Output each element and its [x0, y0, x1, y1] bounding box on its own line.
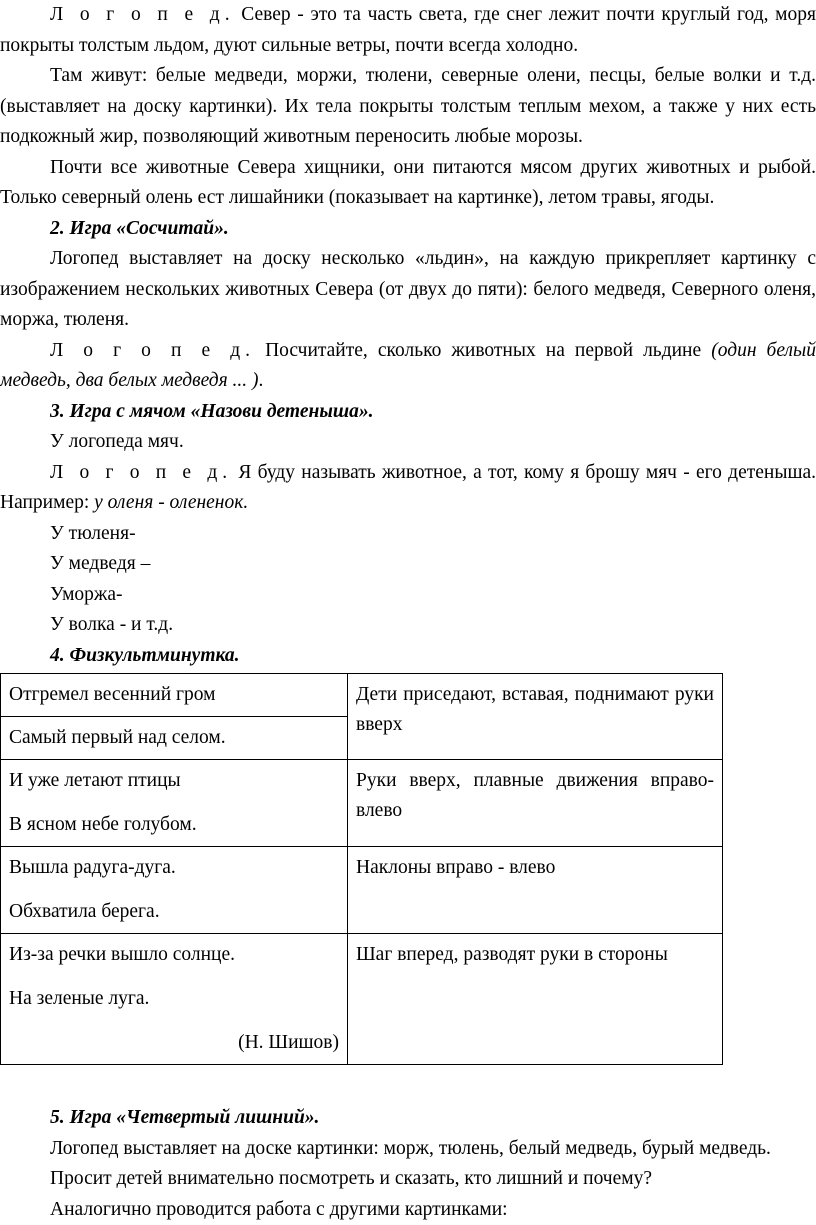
speaker-label: Л о г о п е д. — [50, 4, 235, 25]
spacer — [0, 1065, 816, 1103]
game5-paragraph-1: Логопед выставляет на доске картинки: морж, тюлень, белый медведь, бурый медведь. — [0, 1134, 816, 1165]
table-cell-action: Дети приседают, вставая, поднимают руки вверх — [348, 674, 723, 760]
table-cell-verse — [1, 847, 348, 934]
italic-example: (один белый медведь, два белых медведя ... ) — [0, 340, 816, 392]
game2-paragraph-1: Логопед выставляет на доску несколько «льдин», на каждую прикрепляет картинку с изображением нескольких животных Севера (от двух до пяти): белого медведя, Северного оленя, моржа, тюленя. — [0, 244, 816, 336]
verse-line: И уже летают птицы — [9, 766, 339, 796]
game4-heading: 4. Физкультминутка. — [0, 641, 816, 672]
table-cell-verse — [1, 934, 348, 1065]
game5-paragraph-2: Просит детей внимательно посмотреть и сказать, кто лишний и почему? — [0, 1164, 816, 1195]
intro-paragraph-3: Почти все животные Севера хищники, они питаются мясом других животных и рыбой. Только северный олень ест лишайники (показывает на картинке), летом травы, ягоды. — [0, 153, 816, 214]
table-row — [1, 760, 723, 847]
speaker-label: Л о г о п е д. — [50, 462, 232, 483]
table-cell-action: Руки вверх, плавные движения вправо-влево — [348, 760, 723, 847]
list-line: У волка - и т.д. — [0, 610, 816, 641]
list-line: У тюленя- — [0, 519, 816, 550]
paragraph-end: . — [259, 370, 264, 391]
game2-paragraph-2 — [0, 336, 816, 397]
table-row — [1, 674, 723, 760]
exercise-table — [0, 673, 723, 1065]
game3-paragraph-1: У логопеда мяч. — [0, 427, 816, 458]
table-cell-action: Шаг вперед, разводят руки в стороны — [348, 934, 723, 1065]
italic-example: у оленя - олененок. — [94, 492, 248, 513]
verse-line: В ясном небе голубом. — [9, 810, 339, 840]
verse-line: Отгремел весенний гром — [1, 674, 347, 717]
table-cell-verse — [1, 760, 348, 847]
list-line: У медведя – — [0, 549, 816, 580]
table-row — [1, 847, 723, 934]
table-cell-verse — [1, 674, 348, 760]
verse-line: Обхватила берега. — [9, 897, 339, 927]
poem-author: (Н. Шишов) — [9, 1028, 339, 1058]
game3-heading: 3. Игра с мячом «Назови детеныша». — [0, 397, 816, 428]
game2-heading: 2. Игра «Сосчитай». — [0, 214, 816, 245]
game3-paragraph-2 — [0, 458, 816, 519]
table-row — [1, 934, 723, 1065]
intro-paragraph-1 — [0, 0, 816, 61]
speaker-label: Л о г о п е д. — [50, 340, 255, 361]
intro-paragraph-2: Там живут: белые медведи, моржи, тюлени, северные олени, песцы, белые волки и т.д. (выставляет на доску картинки). Их тела покрыты толстым теплым мехом, а также у них есть подкожный жир, позволяющий животным переносить любые морозы. — [0, 61, 816, 153]
verse-line: Вышла радуга-дуга. — [9, 853, 339, 883]
paragraph-text: Посчитайте, сколько животных на первой льдине — [255, 340, 711, 361]
list-line: Уморжа- — [0, 580, 816, 611]
paragraph-text: Север - это та часть света, где снег лежит почти круглый год, моря покрыты толстым льдом, дуют сильные ветры, почти всегда холодно. — [0, 4, 816, 56]
game5-heading: 5. Игра «Четвертый лишний». — [0, 1103, 816, 1134]
verse-line: На зеленые луга. — [9, 984, 339, 1014]
table-cell-action: Наклоны вправо - влево — [348, 847, 723, 934]
game5-paragraph-3: Аналогично проводится работа с другими картинками: — [0, 1195, 816, 1225]
verse-line: Из-за речки вышло солнце. — [9, 940, 339, 970]
verse-line: Самый первый над селом. — [1, 717, 347, 759]
paragraph-text: Я буду называть животное, а тот, кому я брошу мяч - его детеныша. Например: — [0, 462, 816, 514]
